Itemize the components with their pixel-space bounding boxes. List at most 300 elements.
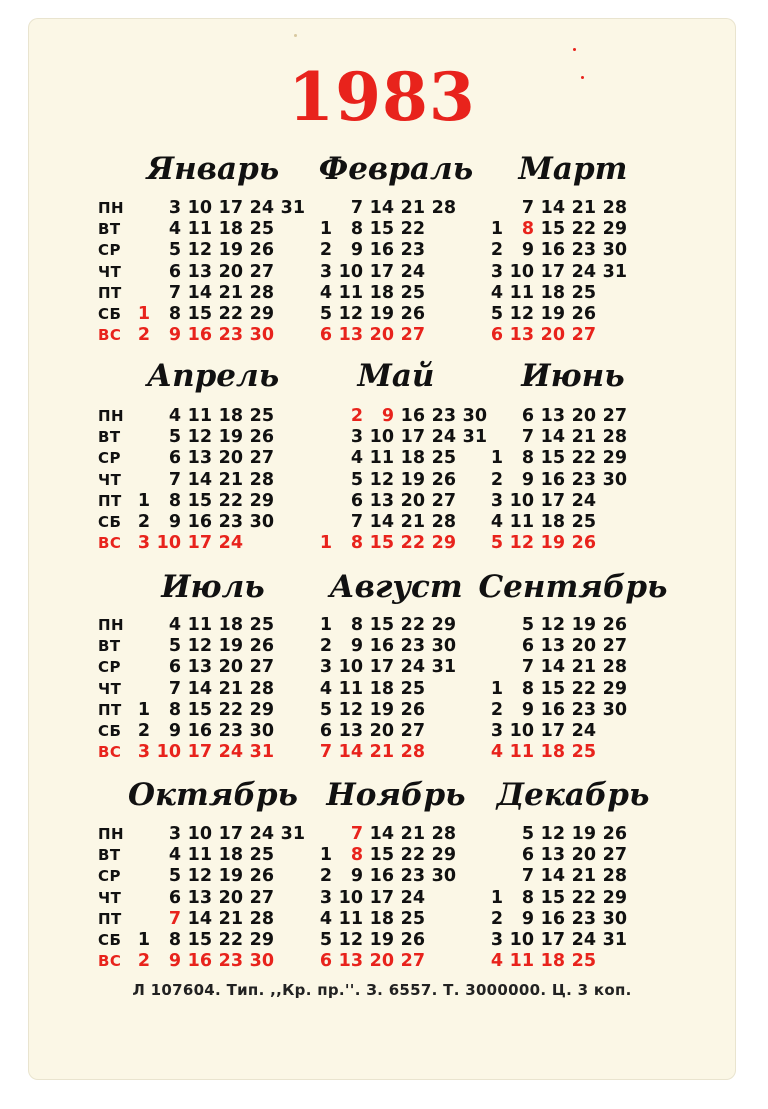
day-number: 14: [369, 824, 394, 844]
day-number: 29: [431, 845, 456, 866]
day-number: 7: [168, 908, 181, 929]
day-number: 22: [218, 304, 243, 324]
day-number: 6: [168, 657, 181, 678]
day-number: 24: [400, 887, 425, 908]
day-number: 12: [187, 427, 212, 448]
day-number: 19: [540, 304, 565, 324]
day-number: 4: [319, 678, 332, 699]
day-number: 31: [249, 742, 274, 763]
day-number: 10: [156, 533, 181, 554]
day-number: 18: [540, 951, 565, 972]
day-number: 30: [249, 721, 274, 741]
day-number: 12: [187, 636, 212, 657]
day-number: 5: [490, 533, 503, 554]
month-name: Март: [518, 151, 628, 187]
day-number: 11: [509, 512, 534, 532]
day-number: 31: [431, 657, 456, 678]
day-number: 25: [400, 282, 425, 303]
day-number: 13: [338, 721, 363, 741]
day-number: 22: [400, 615, 425, 635]
day-number: 20: [369, 325, 394, 346]
day-number: 29: [602, 448, 627, 469]
day-number: 18: [540, 742, 565, 763]
day-number: 21: [571, 198, 596, 218]
day-number: 28: [249, 908, 274, 929]
day-number: 19: [571, 824, 596, 844]
day-number: 10: [156, 742, 181, 763]
day-number: 9: [381, 406, 394, 426]
day-number: 12: [338, 304, 363, 324]
day-number: 7: [521, 657, 534, 678]
day-number: 16: [187, 951, 212, 972]
day-number: 6: [168, 261, 181, 282]
day-number: 9: [350, 240, 363, 261]
day-number: 27: [602, 406, 627, 426]
day-number: 20: [218, 261, 243, 282]
day-number: 16: [400, 406, 425, 426]
day-number: 14: [187, 469, 212, 490]
day-number: 1: [137, 304, 150, 324]
day-number: 25: [571, 951, 596, 972]
day-number: 6: [168, 448, 181, 469]
day-number: 11: [509, 951, 534, 972]
day-number: 14: [187, 678, 212, 699]
day-number: 9: [168, 721, 181, 741]
day-number: 18: [540, 282, 565, 303]
day-number: 6: [319, 721, 332, 741]
day-number: 10: [509, 490, 534, 511]
day-number: 28: [400, 742, 425, 763]
day-number: 31: [462, 427, 487, 448]
day-number: 16: [369, 240, 394, 261]
day-number: 26: [249, 427, 274, 448]
day-number: 5: [319, 699, 332, 720]
day-number: 6: [319, 325, 332, 346]
day-number: 20: [571, 636, 596, 657]
day-number: 21: [571, 657, 596, 678]
day-number: 8: [350, 219, 363, 240]
day-number: 6: [521, 845, 534, 866]
day-number: 25: [249, 615, 274, 635]
day-number: 18: [218, 615, 243, 635]
day-number: 22: [218, 699, 243, 720]
day-number: 27: [249, 657, 274, 678]
day-number: 24: [249, 824, 274, 844]
day-number: 27: [400, 721, 425, 741]
day-number: 2: [137, 325, 150, 346]
day-number: 4: [350, 448, 363, 469]
day-number: 11: [369, 448, 394, 469]
day-number: 5: [319, 930, 332, 950]
day-number: 6: [490, 325, 503, 346]
day-number: 16: [187, 721, 212, 741]
day-number: 18: [369, 678, 394, 699]
day-number: 28: [602, 657, 627, 678]
day-number: 7: [350, 512, 363, 532]
day-number: 17: [400, 427, 425, 448]
day-number: 30: [602, 908, 627, 929]
day-number: 4: [490, 742, 503, 763]
day-number: 5: [490, 304, 503, 324]
day-number: 25: [249, 845, 274, 866]
day-number: 31: [602, 261, 627, 282]
day-number: 1: [319, 845, 332, 866]
day-number: 16: [187, 512, 212, 532]
weekday-label: ПТ: [98, 700, 122, 719]
print-speck: [573, 48, 576, 51]
day-number: 27: [571, 325, 596, 346]
day-number: 17: [187, 533, 212, 554]
day-number: 27: [602, 636, 627, 657]
day-number: 27: [249, 448, 274, 469]
day-number: 4: [168, 406, 181, 426]
day-number: 7: [521, 427, 534, 448]
day-number: 9: [521, 908, 534, 929]
day-number: 21: [218, 678, 243, 699]
day-number: 14: [540, 657, 565, 678]
day-number: 15: [369, 845, 394, 866]
day-number: 13: [187, 261, 212, 282]
day-number: 29: [249, 930, 274, 950]
day-number: 12: [540, 824, 565, 844]
day-number: 12: [509, 533, 534, 554]
day-number: 8: [521, 448, 534, 469]
day-number: 20: [400, 490, 425, 511]
day-number: 31: [280, 198, 305, 218]
month-name: Август: [329, 569, 463, 605]
day-number: 30: [431, 636, 456, 657]
day-number: 3: [168, 824, 181, 844]
day-number: 14: [369, 198, 394, 218]
day-number: 16: [540, 699, 565, 720]
day-number: 7: [521, 198, 534, 218]
day-number: 6: [319, 951, 332, 972]
day-number: 9: [521, 469, 534, 490]
weekday-label: ВС: [98, 326, 122, 345]
day-number: 30: [602, 699, 627, 720]
day-number: 2: [490, 699, 503, 720]
day-number: 20: [218, 657, 243, 678]
day-number: 5: [521, 824, 534, 844]
day-number: 19: [369, 304, 394, 324]
day-number: 11: [187, 406, 212, 426]
day-number: 1: [137, 490, 150, 511]
day-number: 24: [218, 533, 243, 554]
day-number: 26: [400, 699, 425, 720]
day-number: 24: [218, 742, 243, 763]
day-number: 21: [218, 282, 243, 303]
day-number: 24: [571, 261, 596, 282]
day-number: 20: [540, 325, 565, 346]
day-number: 6: [350, 490, 363, 511]
day-number: 10: [338, 887, 363, 908]
day-number: 20: [218, 887, 243, 908]
day-number: 28: [602, 866, 627, 887]
day-number: 21: [400, 198, 425, 218]
day-number: 7: [168, 282, 181, 303]
day-number: 17: [540, 721, 565, 741]
print-speck: [581, 76, 584, 79]
print-imprint: Л 107604. Тип. ,,Кр. пр.''. З. 6557. Т. 3000000. Ц. 3 коп.: [132, 981, 632, 999]
day-number: 3: [490, 490, 503, 511]
day-number: 1: [319, 533, 332, 554]
day-number: 14: [540, 866, 565, 887]
weekday-label: ПН: [98, 616, 125, 634]
day-number: 18: [540, 512, 565, 532]
day-number: 9: [521, 699, 534, 720]
day-number: 8: [521, 219, 534, 240]
day-number: 10: [187, 198, 212, 218]
day-number: 20: [369, 951, 394, 972]
day-number: 31: [280, 824, 305, 844]
day-number: 24: [249, 198, 274, 218]
day-number: 24: [571, 930, 596, 950]
day-number: 15: [540, 678, 565, 699]
day-number: 3: [137, 533, 150, 554]
day-number: 14: [369, 512, 394, 532]
day-number: 13: [540, 636, 565, 657]
day-number: 15: [369, 615, 394, 635]
weekday-label: ПТ: [98, 283, 122, 302]
day-number: 16: [369, 636, 394, 657]
day-number: 4: [319, 282, 332, 303]
day-number: 14: [187, 908, 212, 929]
day-number: 2: [319, 636, 332, 657]
day-number: 23: [431, 406, 456, 426]
day-number: 7: [168, 469, 181, 490]
day-number: 10: [509, 721, 534, 741]
day-number: 23: [218, 951, 243, 972]
day-number: 1: [319, 219, 332, 240]
month-name: Октябрь: [128, 777, 298, 813]
day-number: 26: [431, 469, 456, 490]
day-number: 15: [540, 887, 565, 908]
day-number: 23: [571, 699, 596, 720]
day-number: 9: [350, 866, 363, 887]
day-number: 2: [137, 721, 150, 741]
day-number: 21: [571, 427, 596, 448]
day-number: 22: [400, 219, 425, 240]
weekday-label: СБ: [98, 931, 122, 949]
day-number: 28: [602, 427, 627, 448]
weekday-label: ПН: [98, 407, 125, 425]
day-number: 28: [602, 198, 627, 218]
day-number: 28: [431, 198, 456, 218]
weekday-label: СБ: [98, 722, 122, 740]
day-number: 31: [602, 930, 627, 950]
day-number: 30: [462, 406, 487, 426]
day-number: 29: [602, 887, 627, 908]
day-number: 12: [509, 304, 534, 324]
day-number: 19: [218, 240, 243, 261]
day-number: 2: [319, 240, 332, 261]
day-number: 24: [431, 427, 456, 448]
day-number: 8: [168, 930, 181, 950]
day-number: 28: [249, 282, 274, 303]
day-number: 22: [571, 678, 596, 699]
day-number: 6: [521, 636, 534, 657]
day-number: 14: [338, 742, 363, 763]
day-number: 23: [400, 240, 425, 261]
day-number: 22: [571, 219, 596, 240]
day-number: 1: [490, 678, 503, 699]
day-number: 23: [571, 469, 596, 490]
weekday-label: ВТ: [98, 220, 121, 239]
weekday-label: ВС: [98, 952, 122, 971]
day-number: 21: [400, 512, 425, 532]
day-number: 2: [137, 512, 150, 532]
day-number: 16: [540, 240, 565, 261]
day-number: 11: [338, 908, 363, 929]
weekday-label: СР: [98, 658, 122, 677]
day-number: 7: [168, 678, 181, 699]
day-number: 26: [602, 824, 627, 844]
day-number: 19: [218, 636, 243, 657]
day-number: 25: [249, 406, 274, 426]
day-number: 27: [602, 845, 627, 866]
month-name: Апрель: [146, 358, 280, 394]
day-number: 3: [168, 198, 181, 218]
day-number: 7: [350, 824, 363, 844]
day-number: 30: [431, 866, 456, 887]
day-number: 7: [319, 742, 332, 763]
weekday-label: ПН: [98, 199, 125, 217]
day-number: 15: [187, 490, 212, 511]
weekday-label: ЧТ: [98, 470, 122, 489]
month-name: Июль: [161, 569, 265, 605]
day-number: 12: [338, 699, 363, 720]
day-number: 29: [602, 678, 627, 699]
day-number: 15: [540, 448, 565, 469]
day-number: 13: [338, 951, 363, 972]
day-number: 2: [490, 469, 503, 490]
day-number: 5: [168, 636, 181, 657]
day-number: 30: [602, 469, 627, 490]
day-number: 23: [218, 512, 243, 532]
day-number: 3: [490, 721, 503, 741]
day-number: 22: [571, 887, 596, 908]
day-number: 25: [400, 908, 425, 929]
day-number: 16: [369, 866, 394, 887]
day-number: 21: [400, 824, 425, 844]
weekday-label: СР: [98, 449, 122, 468]
day-number: 1: [490, 448, 503, 469]
month-name: Январь: [146, 151, 280, 187]
day-number: 21: [571, 866, 596, 887]
day-number: 18: [369, 908, 394, 929]
day-number: 1: [137, 699, 150, 720]
day-number: 22: [571, 448, 596, 469]
day-number: 22: [400, 845, 425, 866]
day-number: 3: [319, 657, 332, 678]
day-number: 5: [168, 427, 181, 448]
day-number: 26: [571, 304, 596, 324]
day-number: 2: [137, 951, 150, 972]
day-number: 17: [540, 930, 565, 950]
day-number: 23: [218, 325, 243, 346]
day-number: 3: [319, 261, 332, 282]
day-number: 23: [400, 636, 425, 657]
day-number: 26: [249, 866, 274, 887]
day-number: 19: [218, 866, 243, 887]
day-number: 29: [249, 304, 274, 324]
day-number: 27: [249, 261, 274, 282]
day-number: 11: [338, 678, 363, 699]
day-number: 17: [218, 824, 243, 844]
day-number: 29: [431, 615, 456, 635]
day-number: 15: [187, 304, 212, 324]
day-number: 23: [218, 721, 243, 741]
day-number: 22: [400, 533, 425, 554]
day-number: 26: [400, 930, 425, 950]
day-number: 28: [431, 512, 456, 532]
print-speck: [294, 34, 297, 37]
day-number: 20: [218, 448, 243, 469]
day-number: 9: [168, 951, 181, 972]
day-number: 29: [249, 699, 274, 720]
day-number: 13: [540, 845, 565, 866]
day-number: 12: [540, 615, 565, 635]
day-number: 21: [218, 469, 243, 490]
weekday-label: СБ: [98, 513, 122, 531]
day-number: 5: [350, 469, 363, 490]
day-number: 22: [218, 930, 243, 950]
day-number: 8: [350, 845, 363, 866]
day-number: 9: [168, 325, 181, 346]
day-number: 18: [218, 406, 243, 426]
day-number: 3: [490, 261, 503, 282]
day-number: 11: [187, 219, 212, 240]
weekday-label: СБ: [98, 305, 122, 323]
day-number: 7: [521, 866, 534, 887]
day-number: 2: [350, 406, 363, 426]
day-number: 21: [218, 908, 243, 929]
day-number: 15: [369, 533, 394, 554]
day-number: 9: [168, 512, 181, 532]
day-number: 13: [509, 325, 534, 346]
day-number: 27: [400, 325, 425, 346]
day-number: 24: [400, 657, 425, 678]
day-number: 26: [571, 533, 596, 554]
day-number: 4: [490, 512, 503, 532]
day-number: 24: [400, 261, 425, 282]
day-number: 4: [490, 951, 503, 972]
day-number: 1: [319, 615, 332, 635]
day-number: 17: [218, 198, 243, 218]
month-name: Июнь: [521, 358, 625, 394]
day-number: 18: [400, 448, 425, 469]
day-number: 29: [249, 490, 274, 511]
day-number: 4: [168, 615, 181, 635]
day-number: 14: [540, 427, 565, 448]
month-name: Декабрь: [496, 777, 650, 813]
day-number: 23: [571, 908, 596, 929]
day-number: 8: [350, 615, 363, 635]
day-number: 1: [137, 930, 150, 950]
day-number: 7: [350, 198, 363, 218]
day-number: 29: [602, 219, 627, 240]
weekday-label: ПН: [98, 825, 125, 843]
day-number: 17: [369, 261, 394, 282]
day-number: 11: [187, 615, 212, 635]
day-number: 10: [338, 261, 363, 282]
day-number: 18: [369, 282, 394, 303]
day-number: 13: [540, 406, 565, 426]
weekday-label: СР: [98, 867, 122, 886]
day-number: 26: [249, 636, 274, 657]
day-number: 2: [490, 240, 503, 261]
day-number: 12: [187, 240, 212, 261]
